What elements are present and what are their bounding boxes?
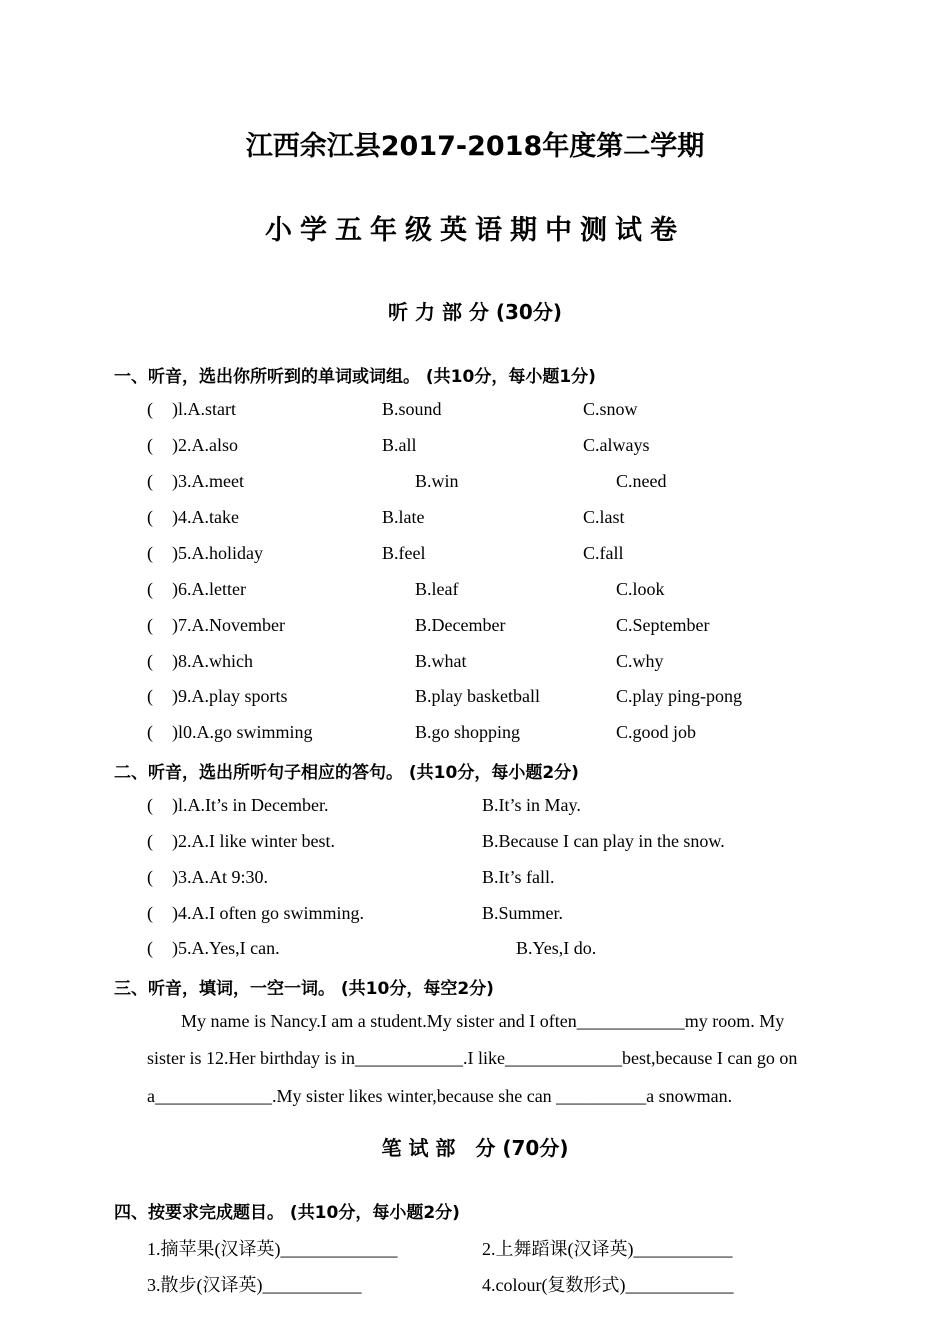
option-c: C.always [583, 435, 650, 455]
answer-paren: ( [147, 507, 153, 527]
answer-paren: ( [147, 795, 153, 815]
option-a: )7.A.November [172, 615, 285, 635]
option-a: )l.A.It’s in December. [172, 795, 329, 815]
task-item: 3.散步(汉译英)___________ [147, 1275, 362, 1295]
answer-paren: ( [147, 435, 153, 455]
option-c: C.last [583, 507, 625, 527]
answer-paren: ( [147, 651, 153, 671]
part1-heading: 一、听音，选出你所听到的单词或词组。 (共10分，每小题1分) [114, 367, 596, 387]
part3-heading: 三、听音，填词，一空一词。 (共10分，每空2分) [114, 979, 494, 999]
option-c: C.look [616, 579, 665, 599]
option-c: C.need [616, 471, 667, 491]
listening-section-title: 听 力 部 分 (30分) [388, 300, 562, 324]
option-a: )5.A.Yes,I can. [172, 938, 280, 958]
written-section-title: 笔 试 部 分 (70分) [381, 1136, 569, 1160]
answer-paren: ( [147, 938, 153, 958]
option-b: B.Yes,I do. [516, 938, 597, 958]
option-b: B.sound [382, 399, 442, 419]
option-c: C.why [616, 651, 664, 671]
option-a: )9.A.play sports [172, 686, 288, 706]
option-b: B.win [415, 471, 459, 491]
option-b: B.go shopping [415, 722, 521, 742]
option-a: )3.A.meet [172, 471, 244, 491]
task-item: 4.colour(复数形式)____________ [482, 1275, 734, 1295]
option-b: B.Summer. [482, 903, 564, 923]
option-c: C.play ping-pong [616, 686, 742, 706]
answer-paren: ( [147, 831, 153, 851]
answer-paren: ( [147, 399, 153, 419]
option-a: )4.A.I often go swimming. [172, 903, 364, 923]
fill-blank-line-1: My name is Nancy.I am a student.My sister and I often____________my room. My [181, 1011, 785, 1031]
answer-paren: ( [147, 903, 153, 923]
option-b: B.late [382, 507, 425, 527]
option-b: B.what [415, 651, 467, 671]
option-a: )8.A.which [172, 651, 253, 671]
option-b: B.all [382, 435, 417, 455]
option-c: C.September [616, 615, 710, 635]
option-a: )6.A.letter [172, 579, 246, 599]
answer-paren: ( [147, 543, 153, 563]
task-item: 1.摘苹果(汉译英)_____________ [147, 1239, 398, 1259]
answer-paren: ( [147, 579, 153, 599]
option-a: )2.A.also [172, 435, 238, 455]
answer-paren: ( [147, 867, 153, 887]
option-b: B.Because I can play in the snow. [482, 831, 725, 851]
option-b: B.play basketball [415, 686, 540, 706]
option-b: B.December [415, 615, 506, 635]
part4-heading: 四、按要求完成题目。 (共10分，每小题2分) [114, 1203, 460, 1223]
answer-paren: ( [147, 615, 153, 635]
option-a: )3.A.At 9:30. [172, 867, 268, 887]
option-b: B.It’s in May. [482, 795, 581, 815]
answer-paren: ( [147, 686, 153, 706]
option-b: B.leaf [415, 579, 459, 599]
fill-blank-line-2: sister is 12.Her birthday is in____________.I like_____________best,because I can go on [147, 1048, 798, 1068]
answer-paren: ( [147, 722, 153, 742]
option-a: )2.A.I like winter best. [172, 831, 335, 851]
option-a: )l0.A.go swimming [172, 722, 313, 742]
option-a: )l.A.start [172, 399, 236, 419]
option-b: B.It’s fall. [482, 867, 555, 887]
option-b: B.feel [382, 543, 426, 563]
part2-heading: 二、听音，选出所听句子相应的答句。 (共10分，每小题2分) [114, 763, 579, 783]
option-c: C.snow [583, 399, 638, 419]
task-item: 2.上舞蹈课(汉译英)___________ [482, 1239, 733, 1259]
title-line-2: 小学五年级英语期中测试卷 [265, 215, 685, 246]
answer-paren: ( [147, 471, 153, 491]
option-a: )4.A.take [172, 507, 239, 527]
title-line-1: 江西余江县2017-2018年度第二学期 [245, 131, 705, 162]
option-c: C.good job [616, 722, 697, 742]
fill-blank-line-3: a_____________.My sister likes winter,because she can __________a snowman. [147, 1086, 733, 1106]
option-c: C.fall [583, 543, 624, 563]
option-a: )5.A.holiday [172, 543, 263, 563]
